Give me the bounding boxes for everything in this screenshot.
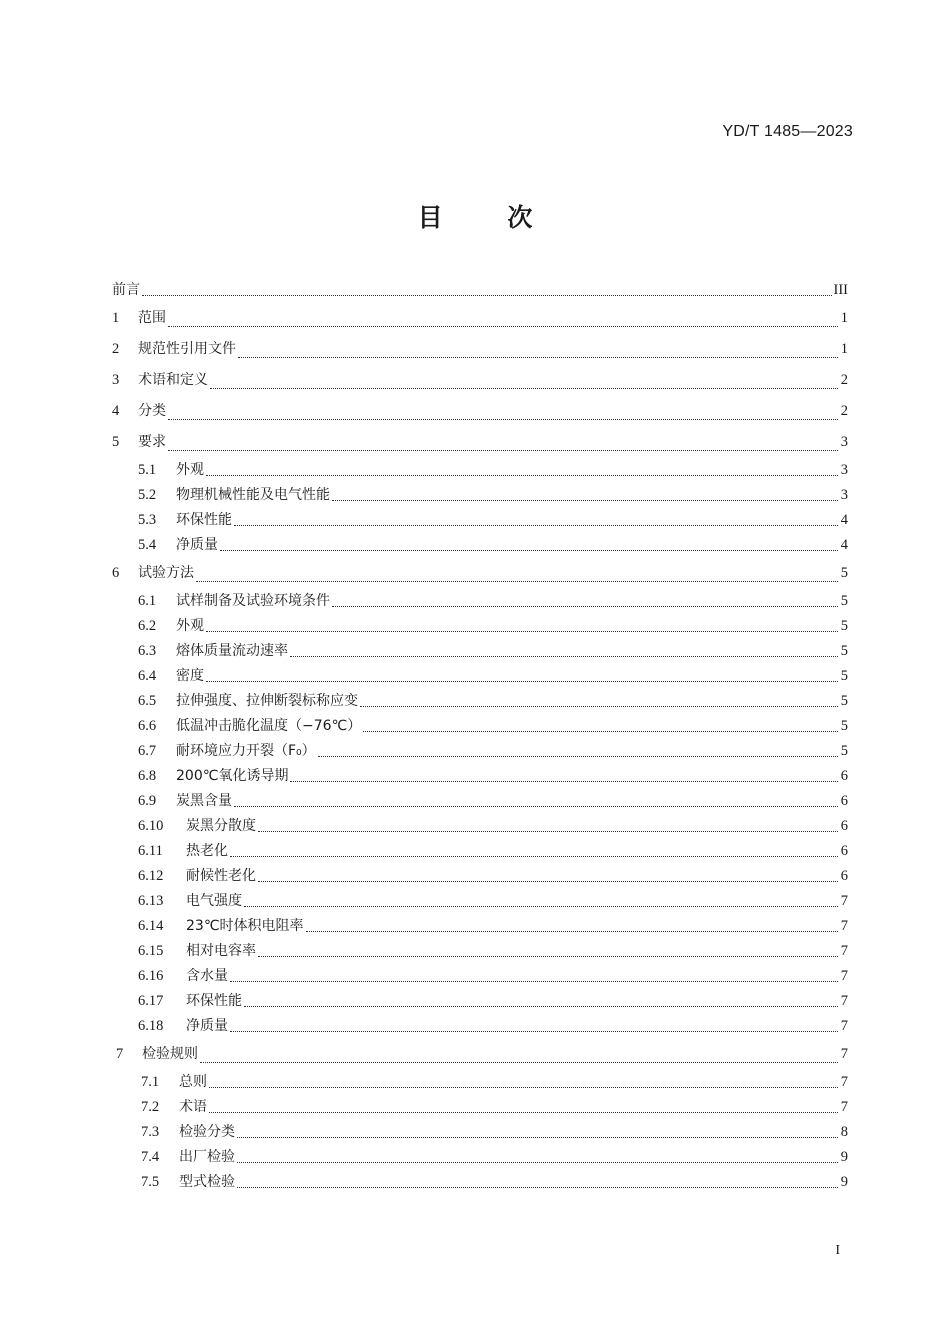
toc-page: 5 [840,668,848,684]
toc-page: 7 [840,1018,848,1034]
toc-number: 6.8 [138,768,157,784]
toc-label: 试样制备及试验环境条件 [176,593,330,609]
toc-page: 5 [840,618,848,634]
toc-label: 总则 [179,1074,207,1090]
toc-number: 2 [112,341,120,357]
toc-entry-6-7[interactable] [112,739,848,764]
toc-entry-6-9[interactable] [112,789,848,814]
toc-page: 6 [840,818,848,834]
toc-number: 6.3 [138,643,157,659]
toc-number: 6.16 [138,968,164,984]
toc-leader-dots [230,855,838,857]
toc-number: 6.1 [138,593,157,609]
toc-leader-dots [234,524,838,526]
toc-leader-dots [332,605,838,607]
toc-page: 6 [840,793,848,809]
toc-entry-4[interactable] [112,396,848,427]
toc-label: 密度 [176,668,204,684]
toc-page: 3 [840,462,848,478]
toc-label: 相对电容率 [186,943,256,959]
toc-page: 5 [840,643,848,659]
toc-number: 6.7 [138,743,157,759]
toc-page: 7 [840,968,848,984]
toc-label: 拉伸强度、拉伸断裂标称应变 [176,693,358,709]
toc-leader-dots [200,1061,838,1063]
toc-leader-dots [306,930,838,932]
toc-leader-dots [168,449,838,451]
toc-leader-dots [238,356,838,358]
toc-page: 7 [840,1074,848,1090]
toc-entry-6-13[interactable] [112,889,848,914]
toc-label: 净质量 [186,1018,228,1034]
toc-leader-dots [244,1005,838,1007]
toc-leader-dots [258,880,838,882]
toc-label: 外观 [176,618,204,634]
toc-leader-dots [237,1161,838,1163]
toc-leader-dots [196,580,838,582]
toc-number: 6.9 [138,793,157,809]
toc-label: 检验规则 [142,1046,198,1062]
toc-label: 范围 [138,310,166,326]
toc-label: 净质量 [176,537,218,553]
toc-leader-dots [210,387,838,389]
toc-entry-6-4[interactable] [112,664,848,689]
toc-entry-6-14[interactable] [112,914,848,939]
toc-label: 规范性引用文件 [138,341,236,357]
toc-page: 2 [840,403,848,419]
toc-leader-dots [230,980,838,982]
toc-label: 物理机械性能及电气性能 [176,487,330,503]
toc-number: 5.3 [138,512,157,528]
toc-number: 6.4 [138,668,157,684]
toc-number: 6.14 [138,918,164,934]
toc-number: 6.15 [138,943,164,959]
toc-label: 23℃时体积电阻率 [186,918,304,934]
toc-number: 4 [112,403,120,419]
toc-label: 术语和定义 [138,372,208,388]
toc-leader-dots [237,1136,838,1138]
toc-number: 6.18 [138,1018,164,1034]
toc-page: 3 [840,434,848,450]
toc-label: 炭黑分散度 [186,818,256,834]
toc-leader-dots [258,830,838,832]
toc-leader-dots [209,1086,838,1088]
toc-label: 环保性能 [186,993,242,1009]
toc-label: 200℃氧化诱导期 [176,768,289,784]
toc-entry-7-3[interactable] [112,1120,848,1145]
toc-entry-7-1[interactable] [112,1070,848,1095]
toc-page: 7 [840,918,848,934]
toc-entry-7-4[interactable] [112,1145,848,1170]
toc-label: 耐环境应力开裂（F₀） [176,743,316,759]
page-number: I [835,1243,840,1258]
toc-page: 1 [840,310,848,326]
toc-number: 6.6 [138,718,157,734]
toc-page: 5 [840,593,848,609]
toc-entry-7-5[interactable] [112,1170,848,1195]
toc-label: 型式检验 [179,1174,235,1190]
toc-leader-dots [209,1111,838,1113]
toc-label: 炭黑含量 [176,793,232,809]
toc-page: 5 [840,565,848,581]
toc-entry-6[interactable] [112,558,848,589]
toc-leader-dots [237,1186,838,1188]
toc-entry-5[interactable] [112,427,848,458]
toc-label: 试验方法 [138,565,194,581]
toc-leader-dots [206,680,838,682]
toc-page: 2 [840,372,848,388]
toc-entry-5-1[interactable] [112,458,848,483]
toc-page: 7 [840,1046,848,1062]
toc-number: 7.4 [141,1149,160,1165]
toc-page: 9 [840,1149,848,1165]
toc-leader-dots [290,655,838,657]
toc-leader-dots [234,805,838,807]
toc-leader-dots [244,905,838,907]
toc-entry-5-3[interactable] [112,508,848,533]
toc-number: 6.2 [138,618,157,634]
toc-label: 要求 [138,434,166,450]
toc-number: 3 [112,372,120,388]
toc-number: 7.1 [141,1074,160,1090]
toc-entry-7[interactable] [112,1039,848,1070]
toc-entry-1[interactable] [112,303,848,334]
toc-label: 检验分类 [179,1124,235,1140]
toc-entry-6-10[interactable] [112,814,848,839]
toc-page: III [833,282,848,298]
toc-number: 6.13 [138,893,164,909]
toc-entry-5-4[interactable] [112,533,848,558]
toc-leader-dots [142,294,832,296]
toc-number: 6.17 [138,993,164,1009]
toc-label: 耐候性老化 [186,868,256,884]
toc-number: 5.4 [138,537,157,553]
toc-leader-dots [360,705,838,707]
title-char-1: 目 [417,203,443,232]
toc-entry-foreword[interactable] [112,278,848,303]
toc-label: 外观 [176,462,204,478]
toc-leader-dots [332,499,838,501]
toc-leader-dots [258,955,838,957]
toc-entry-6-17[interactable] [112,989,848,1014]
toc-entry-7-2[interactable] [112,1095,848,1120]
toc-number: 7.2 [141,1099,160,1115]
toc-number: 6.10 [138,818,164,834]
toc-number: 5.1 [138,462,157,478]
toc-label: 环保性能 [176,512,232,528]
toc-entry-6-8[interactable] [112,764,848,789]
toc-leader-dots [168,325,838,327]
toc-entry-2[interactable] [112,334,848,365]
toc-entry-6-2[interactable] [112,614,848,639]
toc-label: 含水量 [186,968,228,984]
toc-leader-dots [206,474,838,476]
toc-page: 4 [840,512,848,528]
toc-label: 分类 [138,403,166,419]
toc-number: 6.12 [138,868,164,884]
toc-page: 5 [840,743,848,759]
standard-code: YD/T 1485—2023 [722,123,853,140]
toc-page: 4 [840,537,848,553]
page-title [0,198,950,234]
toc-leader-dots [230,1030,838,1032]
toc-number: 5 [112,434,120,450]
toc-number: 7 [116,1046,124,1062]
toc-label: 低温冲击脆化温度（−76℃） [176,718,362,734]
toc-number: 6.5 [138,693,157,709]
toc-page: 6 [840,868,848,884]
toc-page: 5 [840,693,848,709]
toc-number: 6 [112,565,120,581]
toc-number: 7.3 [141,1124,160,1140]
toc-entry-6-16[interactable] [112,964,848,989]
toc-label: 热老化 [186,843,228,859]
toc-page: 6 [840,843,848,859]
toc-number: 5.2 [138,487,157,503]
toc-label: 熔体质量流动速率 [176,643,288,659]
toc-label: 前言 [112,282,140,298]
toc-entry-5-2[interactable] [112,483,848,508]
toc-entry-6-12[interactable] [112,864,848,889]
title-char-2: 次 [507,203,533,232]
toc-entry-3[interactable] [112,365,848,396]
toc-number: 1 [112,310,120,326]
toc-leader-dots [220,549,838,551]
toc-page: 3 [840,487,848,503]
toc-page: 1 [840,341,848,357]
toc-page: 7 [840,943,848,959]
toc-page: 7 [840,993,848,1009]
toc-leader-dots [318,755,838,757]
toc-page: 5 [840,718,848,734]
toc-entry-6-18[interactable] [112,1014,848,1039]
toc-label: 术语 [179,1099,207,1115]
toc-leader-dots [168,418,838,420]
toc-entry-6-3[interactable] [112,639,848,664]
toc-entry-6-1[interactable] [112,589,848,614]
toc-leader-dots [290,780,838,782]
toc-label: 出厂检验 [179,1149,235,1165]
toc-number: 6.11 [138,843,163,859]
toc-page: 7 [840,1099,848,1115]
toc-entry-6-6[interactable] [112,714,848,739]
toc-entry-6-15[interactable] [112,939,848,964]
table-of-contents [112,278,848,1195]
toc-page: 8 [840,1124,848,1140]
toc-label: 电气强度 [186,893,242,909]
toc-entry-6-5[interactable] [112,689,848,714]
toc-page: 7 [840,893,848,909]
toc-leader-dots [206,630,838,632]
toc-page: 9 [840,1174,848,1190]
toc-page: 6 [840,768,848,784]
toc-number: 7.5 [141,1174,160,1190]
toc-entry-6-11[interactable] [112,839,848,864]
toc-leader-dots [363,730,838,732]
